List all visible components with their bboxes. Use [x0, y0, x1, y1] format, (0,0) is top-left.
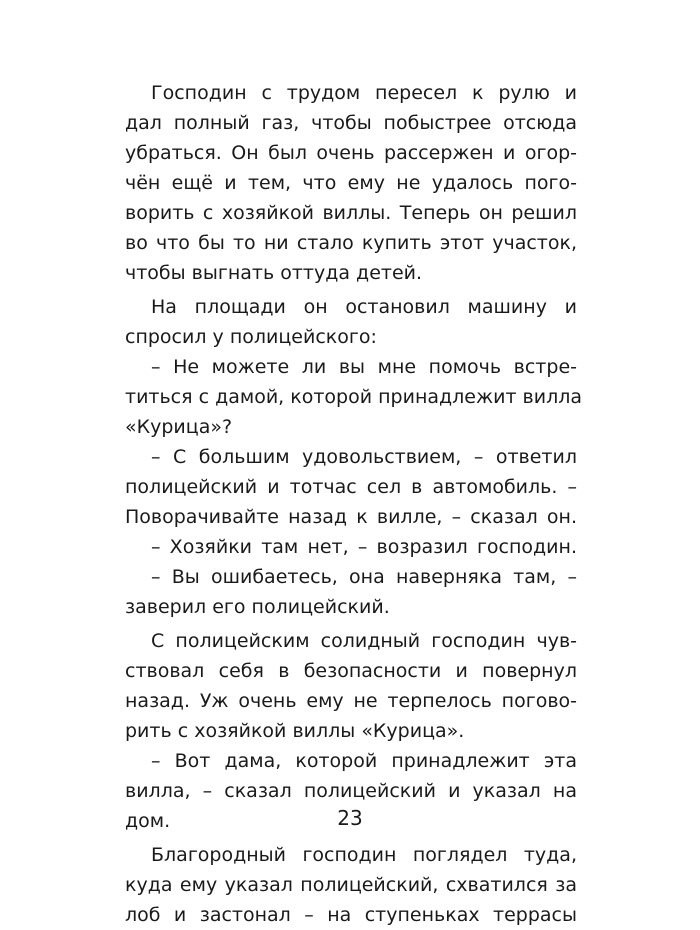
text-line: во что бы то ни стало купить этот участок,: [125, 232, 577, 254]
text-line: На площади он остановил машину и: [151, 296, 577, 318]
text-line: ворить с хозяйкой виллы. Теперь он решил: [125, 202, 577, 224]
text-line: рить с хозяйкой виллы «Курица».: [125, 720, 465, 742]
text-line: назад. Уж очень ему не терпелось погово-: [125, 690, 577, 712]
text-line: ствовал себя в безопасности и повернул: [125, 660, 577, 682]
text-line: чён ещё и тем, что ему не удалось пого-: [125, 172, 577, 194]
text-line: заверил его полицейский.: [125, 596, 390, 618]
paragraph: [125, 840, 577, 930]
text-line: Господин с трудом пересел к рулю и: [151, 82, 577, 104]
page-number: 23: [337, 806, 363, 830]
text-line: – Не можете ли вы мне помочь встре-: [151, 356, 577, 378]
text-line: куда ему указал полицейский, схватился за: [125, 874, 577, 896]
text-line: С полицейским солидный господин чув-: [151, 630, 577, 652]
paragraph: [125, 78, 577, 288]
text-line: – Вы ошибаетесь, она наверняка там, –: [151, 566, 577, 588]
text-line: чтобы выгнать оттуда детей.: [125, 262, 423, 284]
text-line: «Курица»?: [125, 416, 233, 438]
text-line: убраться. Он был очень рассержен и огор-: [125, 142, 577, 164]
text-line: – С большим удовольствием, – ответил: [151, 446, 577, 468]
text-line: дом.: [125, 810, 171, 832]
text-line: – Хозяйки там нет, – возразил господин.: [151, 536, 577, 558]
text-line: лоб и застонал – на ступеньках террасы: [125, 904, 577, 926]
text-line: полицейский и тотчас сел в автомобиль. –: [125, 476, 577, 498]
dialogue-paragraph: [125, 352, 583, 442]
text-line: спросил у полицейского:: [125, 326, 377, 348]
dialogue-paragraph: [125, 532, 577, 562]
page-text: [125, 78, 583, 930]
paragraph: [125, 626, 577, 746]
paragraph: [125, 292, 577, 352]
dialogue-paragraph: [125, 562, 577, 622]
text-line: дал полный газ, чтобы побыстрее отсюда: [125, 112, 577, 134]
text-line: титься с дамой, которой принадлежит вилла: [125, 386, 583, 408]
text-line: Благородный господин поглядел туда,: [151, 844, 577, 866]
text-line: вилла, – сказал полицейский и указал на: [125, 780, 577, 802]
text-line: – Вот дама, которой принадлежит эта: [151, 750, 577, 772]
dialogue-paragraph: [125, 442, 577, 532]
text-line: Поворачивайте назад к вилле, – сказал он.: [125, 506, 577, 528]
